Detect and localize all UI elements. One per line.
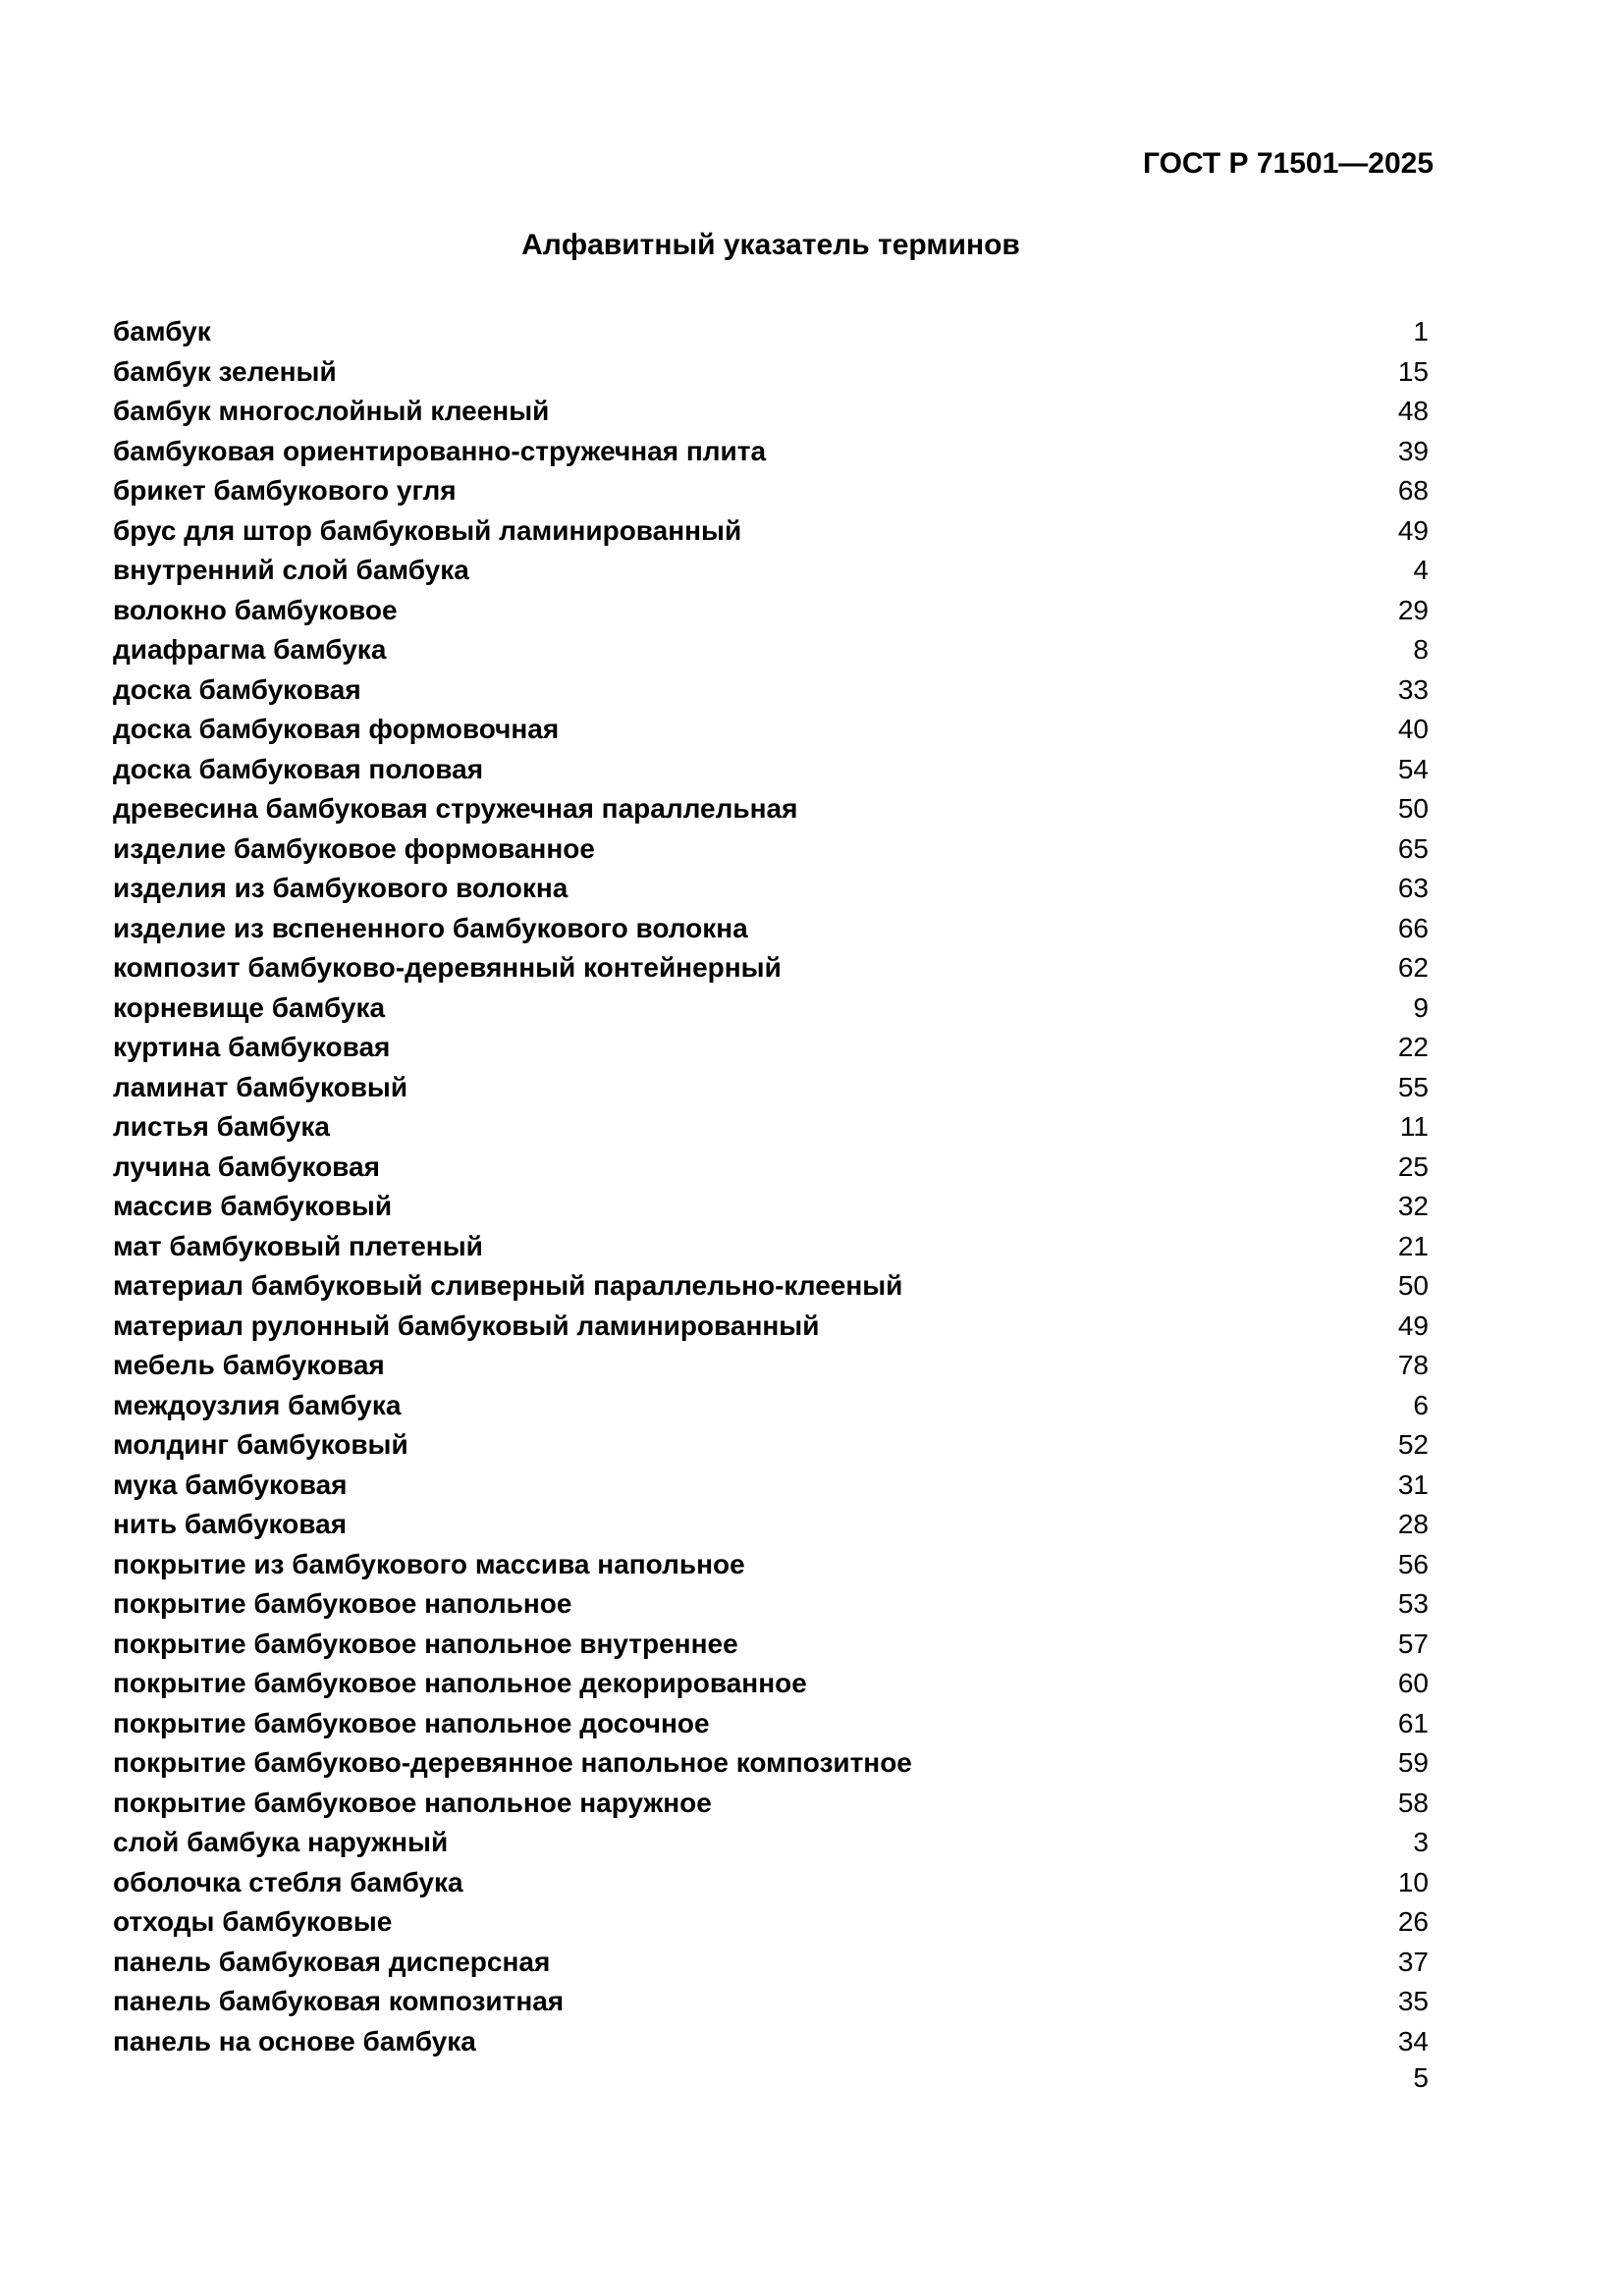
index-term: доска бамбуковая bbox=[113, 673, 361, 705]
index-row bbox=[113, 1743, 1429, 1784]
index-term: покрытие бамбуковое напольное внутреннее bbox=[113, 1628, 738, 1659]
index-page-ref: 37 bbox=[1397, 1946, 1429, 1977]
index-term: лучина бамбуковая bbox=[113, 1150, 380, 1182]
index-row bbox=[113, 1704, 1429, 1744]
index-term: панель бамбуковая дисперсная bbox=[113, 1946, 551, 1977]
index-term: корневище бамбука bbox=[113, 991, 386, 1023]
index-row bbox=[113, 1266, 1429, 1307]
index-row bbox=[113, 1545, 1429, 1585]
index-row bbox=[113, 1068, 1429, 1108]
index-page-ref: 6 bbox=[1413, 1389, 1429, 1420]
index-row bbox=[113, 1664, 1429, 1704]
index-term: древесина бамбуковая стружечная параллельная bbox=[113, 793, 798, 824]
index-row bbox=[113, 1784, 1429, 1824]
index-term: материал бамбуковый сливерный параллельно-клееный bbox=[113, 1270, 903, 1301]
index-term: мука бамбуковая bbox=[113, 1468, 348, 1500]
index-page-ref: 55 bbox=[1397, 1071, 1429, 1102]
index-row bbox=[113, 1902, 1429, 1943]
index-row bbox=[113, 2022, 1429, 2062]
index-page-ref: 15 bbox=[1397, 355, 1429, 387]
index-row bbox=[113, 789, 1429, 829]
index-row bbox=[113, 471, 1429, 511]
index-row bbox=[113, 1982, 1429, 2022]
index-row bbox=[113, 1148, 1429, 1188]
index-term: доска бамбуковая формовочная bbox=[113, 714, 560, 744]
index-page-ref: 49 bbox=[1397, 1309, 1429, 1341]
index-page-ref: 3 bbox=[1413, 1827, 1429, 1857]
index-page-ref: 59 bbox=[1397, 1747, 1429, 1778]
index-term: брикет бамбукового угля bbox=[113, 475, 457, 506]
index-page-ref: 61 bbox=[1397, 1707, 1429, 1738]
index-term: бамбук зеленый bbox=[113, 355, 337, 387]
index-page-ref: 29 bbox=[1397, 594, 1429, 625]
index-page-ref: 32 bbox=[1397, 1191, 1429, 1221]
index-term: диафрагма бамбука bbox=[113, 634, 387, 665]
index-page-ref: 34 bbox=[1397, 2025, 1429, 2056]
index-term: доска бамбуковая половая bbox=[113, 753, 484, 784]
index-row bbox=[113, 511, 1429, 552]
index-term: изделие бамбуковое формованное bbox=[113, 832, 595, 864]
index-term: массив бамбуковый bbox=[113, 1191, 393, 1221]
index-page-ref: 53 bbox=[1397, 1588, 1429, 1619]
index-row bbox=[113, 591, 1429, 631]
index-page-ref: 56 bbox=[1397, 1548, 1429, 1579]
index-row bbox=[113, 750, 1429, 790]
index-page-ref: 4 bbox=[1413, 555, 1429, 585]
index-row bbox=[113, 1943, 1429, 1983]
index-term: нить бамбуковая bbox=[113, 1509, 348, 1539]
index-term: покрытие бамбуковое напольное bbox=[113, 1588, 572, 1619]
index-page-ref: 58 bbox=[1397, 1787, 1429, 1818]
index-term: междоузлия бамбука bbox=[113, 1389, 402, 1420]
index-page-ref: 33 bbox=[1397, 673, 1429, 705]
page-title: Алфавитный указатель терминов bbox=[521, 229, 1020, 261]
index-row bbox=[113, 1863, 1429, 1903]
index-row bbox=[113, 988, 1429, 1029]
index-page-ref: 66 bbox=[1397, 912, 1429, 943]
index-page-ref: 21 bbox=[1397, 1230, 1429, 1261]
index-page-ref: 35 bbox=[1397, 1986, 1429, 2016]
index-term: ламинат бамбуковый bbox=[113, 1071, 408, 1102]
index-row bbox=[113, 1823, 1429, 1863]
index-page-ref: 39 bbox=[1397, 435, 1429, 466]
index-page-ref: 60 bbox=[1397, 1668, 1429, 1698]
index-term: внутренний слой бамбука bbox=[113, 555, 469, 585]
index-term: мебель бамбуковая bbox=[113, 1350, 385, 1380]
index-page-ref: 62 bbox=[1397, 952, 1429, 983]
index-row bbox=[113, 1625, 1429, 1665]
index-row bbox=[113, 909, 1429, 949]
index-term: брус для штор бамбуковый ламинированный bbox=[113, 514, 742, 546]
index-term: бамбук bbox=[113, 316, 211, 347]
index-page-ref: 25 bbox=[1397, 1150, 1429, 1182]
index-row bbox=[113, 948, 1429, 988]
index-term: куртина бамбуковая bbox=[113, 1032, 391, 1062]
index-page-ref: 63 bbox=[1397, 873, 1429, 903]
index-term: композит бамбуково-деревянный контейнерный bbox=[113, 952, 782, 983]
index-page-ref: 50 bbox=[1397, 793, 1429, 824]
index-page-ref: 10 bbox=[1397, 1866, 1429, 1897]
index-term: молдинг бамбуковый bbox=[113, 1429, 408, 1460]
index-term: слой бамбука наружный bbox=[113, 1827, 449, 1857]
index-term: покрытие бамбуково-деревянное напольное композитное bbox=[113, 1747, 912, 1778]
index-row bbox=[113, 1466, 1429, 1506]
index-list bbox=[113, 312, 1429, 2061]
index-page-ref: 26 bbox=[1397, 1906, 1429, 1937]
index-page-ref: 57 bbox=[1397, 1628, 1429, 1659]
index-term: панель на основе бамбука bbox=[113, 2025, 476, 2056]
index-row bbox=[113, 1505, 1429, 1545]
index-term: листья бамбука bbox=[113, 1111, 330, 1142]
index-page-ref: 78 bbox=[1397, 1350, 1429, 1380]
index-page-ref: 50 bbox=[1397, 1270, 1429, 1301]
index-row bbox=[113, 1346, 1429, 1386]
index-term: изделия из бамбукового волокна bbox=[113, 873, 568, 903]
index-row bbox=[113, 432, 1429, 472]
index-page-ref: 40 bbox=[1397, 714, 1429, 744]
index-term: покрытие из бамбукового массива напольное bbox=[113, 1548, 745, 1579]
index-term: бамбуковая ориентированно-стружечная плита bbox=[113, 435, 767, 466]
index-row bbox=[113, 1227, 1429, 1267]
index-page-ref: 1 bbox=[1413, 316, 1429, 347]
index-term: материал рулонный бамбуковый ламинированный bbox=[113, 1309, 820, 1341]
index-page-ref: 31 bbox=[1397, 1468, 1429, 1500]
index-page-ref: 54 bbox=[1397, 753, 1429, 784]
index-row bbox=[113, 710, 1429, 750]
index-page-ref: 28 bbox=[1397, 1509, 1429, 1539]
index-row bbox=[113, 1386, 1429, 1426]
page-number: 5 bbox=[1413, 2062, 1429, 2093]
index-page-ref: 22 bbox=[1397, 1032, 1429, 1062]
index-row bbox=[113, 869, 1429, 909]
index-page-ref: 68 bbox=[1397, 475, 1429, 506]
index-row bbox=[113, 1584, 1429, 1625]
document-number: ГОСТ Р 71501—2025 bbox=[1142, 147, 1434, 180]
index-row bbox=[113, 392, 1429, 432]
index-term: покрытие бамбуковое напольное декорированное bbox=[113, 1668, 807, 1698]
index-row bbox=[113, 1028, 1429, 1068]
index-term: покрытие бамбуковое напольное наружное bbox=[113, 1787, 712, 1818]
index-term: волокно бамбуковое bbox=[113, 594, 398, 625]
index-term: изделие из вспененного бамбукового волокна bbox=[113, 912, 748, 943]
index-term: покрытие бамбуковое напольное досочное bbox=[113, 1707, 710, 1738]
index-page-ref: 8 bbox=[1413, 634, 1429, 665]
index-page-ref: 49 bbox=[1397, 514, 1429, 546]
index-page-ref: 65 bbox=[1397, 832, 1429, 864]
index-row bbox=[113, 1307, 1429, 1347]
index-page-ref: 52 bbox=[1397, 1429, 1429, 1460]
index-term: отходы бамбуковые bbox=[113, 1906, 393, 1937]
index-row bbox=[113, 1187, 1429, 1227]
index-page-ref: 9 bbox=[1413, 991, 1429, 1023]
index-row bbox=[113, 352, 1429, 393]
index-page-ref: 48 bbox=[1397, 396, 1429, 426]
index-term: мат бамбуковый плетеный bbox=[113, 1230, 483, 1261]
index-row bbox=[113, 670, 1429, 711]
index-row bbox=[113, 829, 1429, 870]
index-page-ref: 11 bbox=[1399, 1111, 1429, 1142]
index-row bbox=[113, 630, 1429, 670]
index-row bbox=[113, 312, 1429, 352]
index-row bbox=[113, 551, 1429, 591]
index-term: бамбук многослойный клееный bbox=[113, 396, 550, 426]
index-term: панель бамбуковая композитная bbox=[113, 1986, 565, 2016]
index-term: оболочка стебля бамбука bbox=[113, 1866, 463, 1897]
index-row bbox=[113, 1425, 1429, 1466]
index-row bbox=[113, 1107, 1429, 1148]
